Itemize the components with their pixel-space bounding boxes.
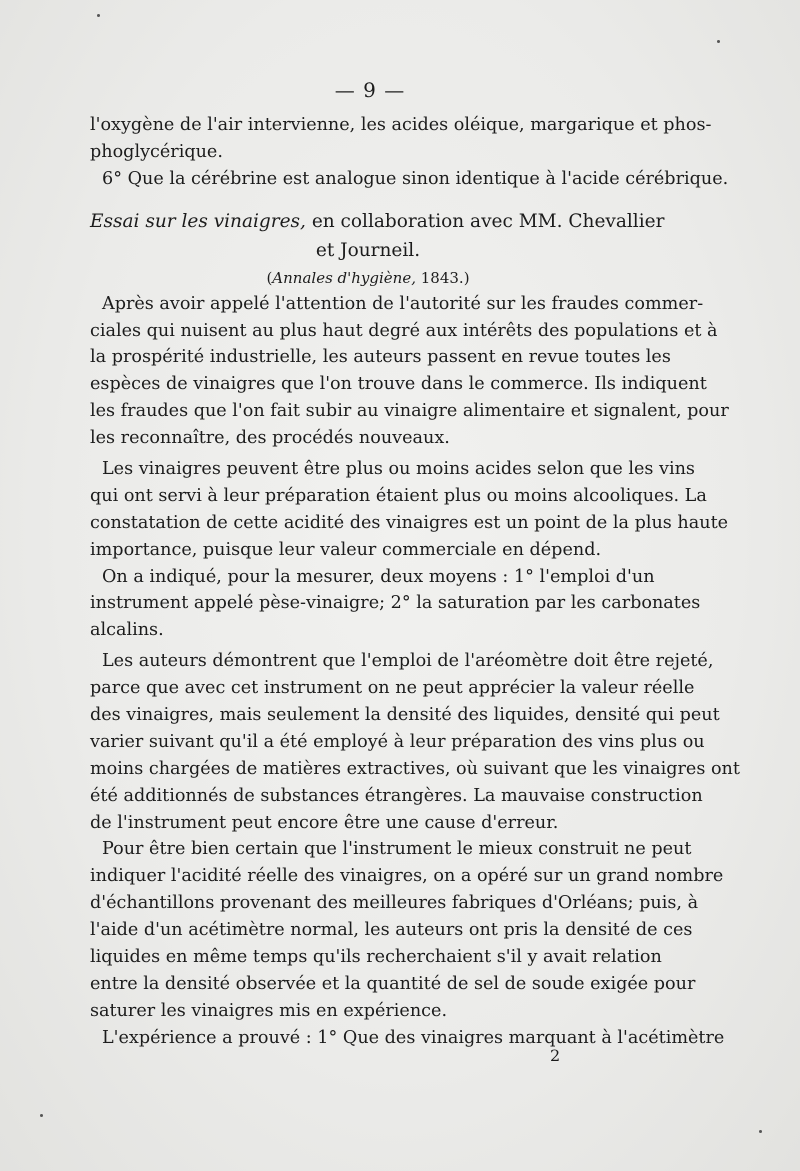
text-line: Les auteurs démontrent que l'emploi de l'aréomètre doit être rejeté, [102, 651, 714, 672]
text-line: L'expérience a prouvé : 1° Que des vinaigres marquant à l'acétimètre [102, 1027, 725, 1048]
text-line: Après avoir appelé l'attention de l'autorité sur les fraudes commer- [102, 293, 704, 314]
text-line: indiquer l'acidité réelle des vinaigres, on a opéré sur un grand nombre [90, 866, 724, 887]
text-line: constatation de cette acidité des vinaigres est un point de la plus haute [90, 512, 729, 533]
text-line: été additionnés de substances étrangères. La mauvaise construction [90, 785, 703, 806]
text-line: 6° Que la cérébrine est analogue sinon identique à l'acide cérébrique. [102, 168, 729, 189]
text-line: moins chargées de matières extractives, où suivant que les vinaigres ont [90, 758, 740, 779]
scan-speck [717, 40, 720, 43]
text-line: saturer les vinaigres mis en expérience. [90, 1000, 448, 1021]
text-line: espèces de vinaigres que l'on trouve dans le commerce. Ils indiquent [90, 374, 707, 395]
page-number: — 9 — [334, 78, 406, 102]
text-line: phoglycérique. [90, 141, 223, 162]
text-line: des vinaigres, mais seulement la densité des liquides, densité qui peut [90, 705, 720, 726]
text-line: On a indiqué, pour la mesurer, deux moyens : 1° l'emploi d'un [102, 566, 655, 587]
text-line: Pour être bien certain que l'instrument le mieux construit ne peut [102, 839, 692, 860]
signature-mark: 2 [550, 1046, 561, 1065]
body-text [90, 112, 740, 1052]
text-line: d'échantillons provenant des meilleures fabriques d'Orléans; puis, à [90, 893, 699, 914]
section-title-rest: en collaboration avec MM. Chevallier [305, 210, 665, 232]
source-citation: (Annales d'hygiène, 1843.) [266, 268, 470, 287]
source-year: 1843. [415, 268, 464, 287]
text-line: varier suivant qu'il a été employé à leur préparation des vins plus ou [90, 731, 705, 752]
text-line: ciales qui nuisent au plus haut degré aux intérêts des populations et à [90, 320, 718, 341]
text-line: importance, puisque leur valeur commerciale en dépend. [90, 539, 602, 560]
text-line: instrument appelé pèse-vinaigre; 2° la saturation par les carbonates [90, 593, 701, 614]
source-journal: Annales d'hygiène, [272, 268, 416, 287]
text-line: l'oxygène de l'air intervienne, les acides oléique, margarique et phos- [90, 115, 712, 135]
text-line: liquides en même temps qu'ils recherchaient s'il y avait relation [90, 947, 662, 968]
text-line: l'aide d'un acétimètre normal, les auteurs ont pris la densité de ces [90, 920, 693, 941]
scan-speck [40, 1114, 43, 1117]
text-line: les reconnaître, des procédés nouveaux. [90, 428, 450, 449]
section-title-italic: Essai sur les vinaigres, [90, 210, 306, 232]
text-line: parce que avec cet instrument on ne peut apprécier la valeur réelle [90, 678, 695, 699]
text-line: qui ont servi à leur préparation étaient plus ou moins alcooliques. La [90, 485, 707, 506]
scan-speck [97, 14, 100, 17]
text-line: Les vinaigres peuvent être plus ou moins acides selon que les vins [102, 459, 695, 480]
scan-speck [759, 1130, 762, 1133]
text-line: de l'instrument peut encore être une cause d'erreur. [90, 812, 559, 833]
text-line: entre la densité observée et la quantité de sel de soude exigée pour [90, 973, 696, 994]
section-title [90, 207, 665, 236]
section-title-line2: et Journeil. [315, 239, 421, 261]
text-line: la prospérité industrielle, les auteurs passent en revue toutes les [90, 347, 671, 368]
text-line: alcalins. [90, 620, 164, 641]
text-line: les fraudes que l'on fait subir au vinaigre alimentaire et signalent, pour [90, 401, 729, 422]
